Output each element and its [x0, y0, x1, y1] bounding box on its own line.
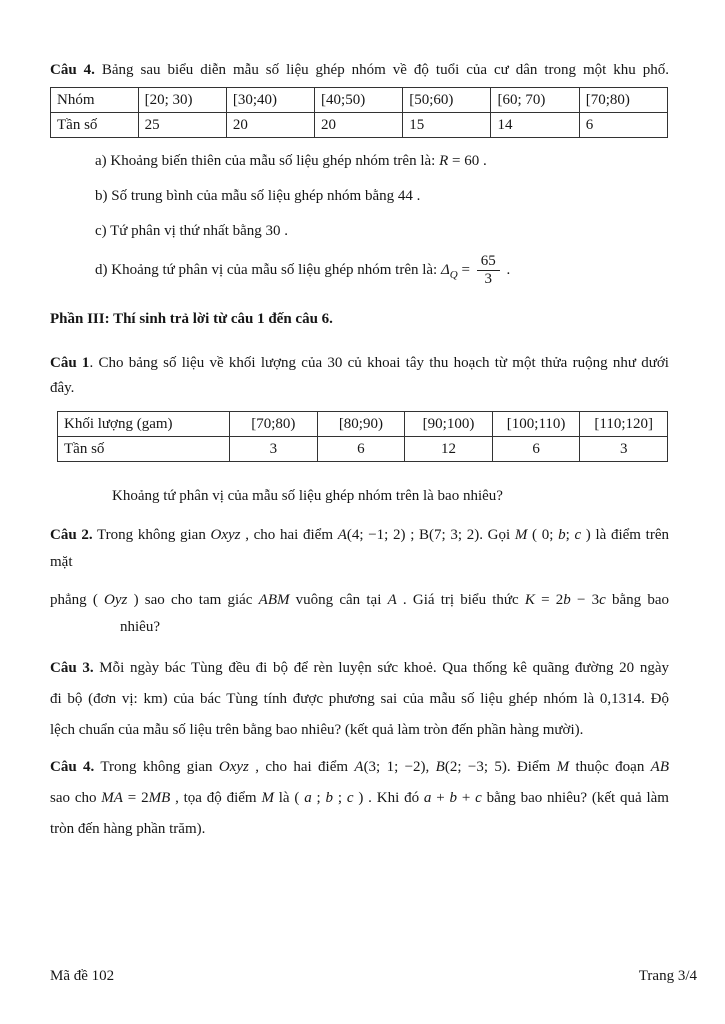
fraction	[477, 253, 500, 289]
text-segment: ) là điểm trên	[581, 527, 669, 543]
page-number: Trang 3/4	[638, 968, 697, 984]
text-segment: b) Số trung bình của mẫu số liệu ghép nhóm bằng 44 .	[95, 188, 421, 204]
text-segment: ;	[333, 790, 347, 806]
text-segment: lệch chuẩn của mẫu số liệu trên bằng bao nhiêu? (kết quả làm tròn đến phần hàng mười).	[50, 722, 584, 738]
table-cell: 20	[315, 113, 403, 138]
table-cell: [60; 70)	[491, 88, 579, 113]
text-segment: ) sao cho tam giác	[127, 592, 259, 608]
question-3-line3	[50, 715, 669, 746]
statement-d	[95, 251, 669, 289]
table-row	[51, 113, 668, 138]
page-content	[50, 60, 669, 845]
delta-symbol: Δ	[440, 262, 450, 278]
text-segment: Câu 2.	[50, 527, 93, 543]
table-cell: 3	[580, 437, 668, 462]
text-segment: +	[457, 790, 476, 806]
table-cell: [80;90)	[317, 412, 405, 437]
text-segment: bằng bao nhiêu? (kết quả làm	[481, 790, 669, 806]
text-segment: c	[599, 592, 606, 608]
text-segment: Câu 4.	[50, 62, 95, 78]
text-segment: d) Khoảng tứ phân vị của mẫu số liệu ghép nhóm trên là:	[95, 262, 441, 278]
statement-d-text	[95, 262, 441, 278]
question-4-intro	[50, 60, 669, 80]
table-cell: 3	[230, 437, 318, 462]
text-segment: = 60 .	[448, 153, 487, 169]
period: .	[502, 262, 511, 278]
text-segment: B	[435, 759, 445, 775]
table-cell: Tần số	[51, 113, 139, 138]
text-segment: = 2	[534, 592, 564, 608]
section-heading: Phần III: Thí sinh trả lời từ câu 1 đến câu 6.	[50, 311, 333, 327]
question-1-text-line2: đây.	[50, 380, 75, 396]
statement-a	[95, 151, 669, 171]
text-segment: tròn đến hàng phần trăm).	[50, 821, 206, 837]
table-cell: [100;110)	[492, 412, 580, 437]
age-frequency-table	[50, 87, 668, 138]
table-cell: 6	[317, 437, 405, 462]
table-cell: 6	[492, 437, 580, 462]
statement-c	[95, 221, 669, 241]
table-cell: Tần số	[58, 437, 230, 462]
table-cell: [110;120]	[580, 412, 668, 437]
table-cell: 12	[405, 437, 493, 462]
question-2-line1	[50, 522, 669, 549]
fraction-numerator: 65	[480, 252, 496, 269]
text-segment: ( 0;	[527, 527, 559, 543]
text-segment: Câu 1	[50, 355, 90, 371]
text-segment: b	[325, 790, 334, 806]
text-segment: Trong không gian	[92, 527, 211, 543]
question-3-line1	[50, 653, 669, 684]
text-segment: Trong không gian	[94, 759, 219, 775]
text-segment: . Cho bảng số liệu về khối lượng của 30 củ khoai tây thu hoạch từ một thửa ruộng như dưới	[89, 355, 669, 371]
text-segment: là (	[273, 790, 305, 806]
text-segment: A	[387, 592, 397, 608]
text-segment: ABM	[258, 592, 290, 608]
text-segment: (4; −1; 2) ; B(7; 3; 2). Gọi	[346, 527, 515, 543]
text-segment: c	[475, 790, 482, 806]
table-cell: [70;80)	[579, 88, 667, 113]
question-1-text-line1	[50, 351, 669, 376]
text-segment: bằng bao	[605, 592, 669, 608]
text-segment: , cho hai điểm	[248, 759, 355, 775]
question-2-line4: nhiêu?	[120, 619, 160, 635]
text-segment: AB	[650, 759, 669, 775]
question-2-line2: mặt	[50, 554, 73, 570]
table-cell: 25	[138, 113, 226, 138]
text-segment: đi bộ (đơn vị: km) của bác Tùng tính được phương sai của mẫu số liệu ghép nhóm là 0,1314. Độ	[50, 691, 669, 707]
text-segment: Mỗi ngày bác Tùng đều đi bộ để rèn luyện sức khoẻ. Qua thống kê quãng đường 20 ngày	[93, 660, 669, 676]
text-segment: MA	[101, 790, 123, 806]
text-segment: ;	[311, 790, 326, 806]
text-segment: = 2	[122, 790, 149, 806]
text-segment: a	[423, 790, 432, 806]
text-segment: ;	[565, 527, 575, 543]
text-segment: a	[304, 790, 312, 806]
question-3	[50, 653, 669, 746]
text-segment: Oxyz	[210, 527, 241, 543]
table-cell: [20; 30)	[138, 88, 226, 113]
text-segment: c	[346, 790, 354, 806]
question-1-prompt: Khoảng tứ phân vị của mẫu số liệu ghép nhóm trên là bao nhiêu?	[112, 488, 503, 504]
table-cell: 14	[491, 113, 579, 138]
table-cell: 20	[226, 113, 314, 138]
text-segment: a) Khoảng biến thiên của mẫu số liệu ghép nhóm trên là:	[95, 153, 440, 169]
text-segment: +	[431, 790, 450, 806]
page-footer	[50, 966, 697, 986]
text-segment: Câu 3.	[50, 660, 94, 676]
table-cell: [70;80)	[230, 412, 318, 437]
text-segment: b	[449, 790, 457, 806]
text-segment: thuộc đoạn	[569, 759, 651, 775]
text-segment: (3; 1; −2),	[363, 759, 436, 775]
question-2-line3	[50, 587, 669, 614]
table-row	[51, 88, 668, 113]
weight-frequency-table	[57, 411, 668, 462]
table-row	[58, 412, 668, 437]
text-segment: vuông cân tại	[289, 592, 388, 608]
text-segment: Câu 4.	[50, 759, 95, 775]
table-cell: Khối lượng (gam)	[58, 412, 230, 437]
question-3-line2	[50, 684, 669, 715]
text-segment: , cho hai điểm	[240, 527, 338, 543]
question-4-part3	[50, 752, 669, 845]
text-segment: b	[563, 592, 571, 608]
text-segment: Oxyz	[218, 759, 249, 775]
table-cell: Nhóm	[51, 88, 139, 113]
text-segment: . Giá trị biểu thức	[396, 592, 525, 608]
table-cell: [50;60)	[403, 88, 491, 113]
text-segment: , tọa độ điểm	[170, 790, 262, 806]
text-segment: sao cho	[50, 790, 102, 806]
text-segment: A	[354, 759, 364, 775]
text-segment: A	[337, 527, 347, 543]
table-cell: [90;100)	[405, 412, 493, 437]
text-segment: − 3	[570, 592, 600, 608]
table-row	[58, 437, 668, 462]
text-segment: phẳng (	[50, 592, 105, 608]
text-segment: MB	[148, 790, 171, 806]
text-segment: M	[261, 790, 274, 806]
text-segment: (2; −3; 5). Điểm	[444, 759, 557, 775]
text-segment: c) Tứ phân vị thứ nhất bằng 30 .	[95, 223, 289, 239]
table-cell: 15	[403, 113, 491, 138]
statement-b	[95, 186, 669, 206]
question-4-part3-line1	[50, 752, 669, 783]
question-4-part3-line2	[50, 783, 669, 814]
question-4-part3-line3	[50, 814, 669, 845]
table-cell: 6	[579, 113, 667, 138]
exam-code: Mã đề 102	[50, 968, 115, 984]
text-segment: Bảng sau biểu diễn mẫu số liệu ghép nhóm về độ tuổi của cư dân trong một khu phố.	[94, 62, 669, 78]
table-cell: [40;50)	[315, 88, 403, 113]
text-segment: b	[558, 527, 566, 543]
text-segment: c	[574, 527, 582, 543]
text-segment: Oyz	[104, 592, 128, 608]
delta-subscript: Q	[449, 269, 458, 281]
text-segment: M	[556, 759, 570, 775]
text-segment: M	[514, 527, 528, 543]
text-segment: R	[439, 153, 449, 169]
fraction-denominator: 3	[477, 270, 500, 288]
question-2	[50, 522, 669, 576]
text-segment: K	[524, 592, 535, 608]
text-segment: ) . Khi đó	[353, 790, 424, 806]
table-cell: [30;40)	[226, 88, 314, 113]
equals-sign: =	[457, 262, 474, 278]
